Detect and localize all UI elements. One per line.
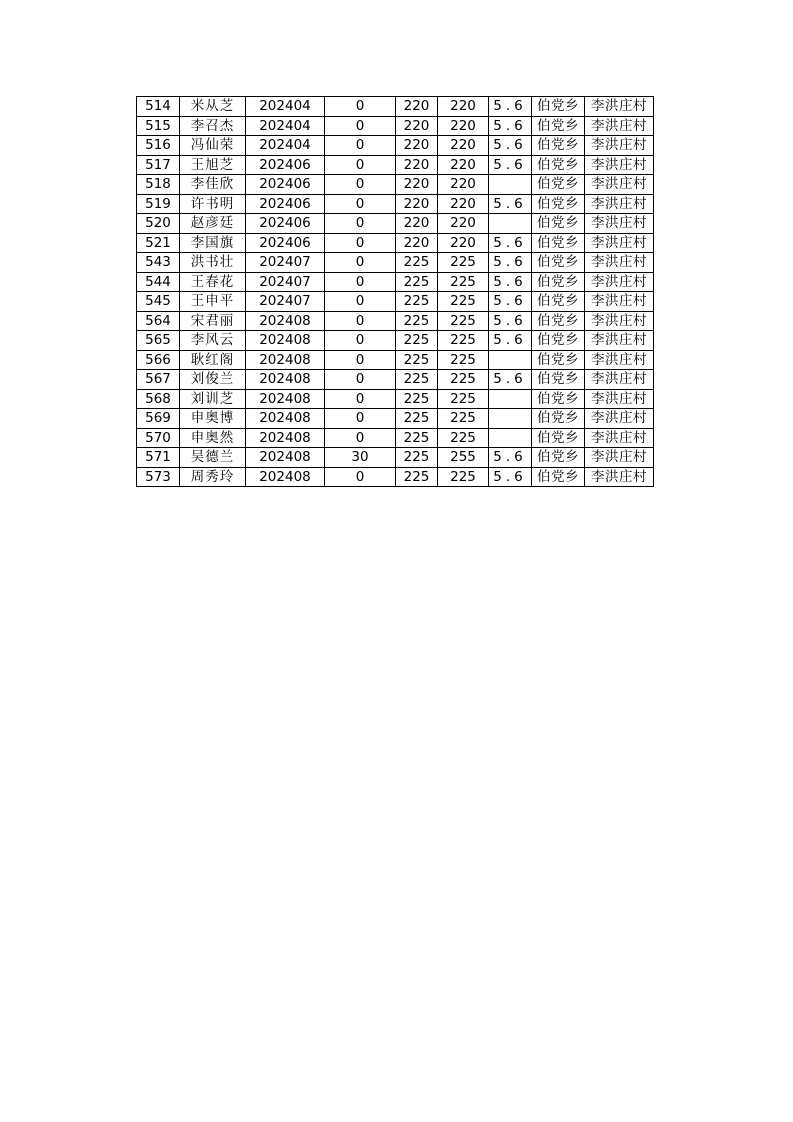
table-row bbox=[137, 331, 654, 351]
total-amount-cell: 225 bbox=[438, 311, 489, 331]
base-amount-cell: 225 bbox=[396, 292, 438, 312]
month-cell: 202406 bbox=[246, 233, 325, 253]
month-cell: 202404 bbox=[246, 97, 325, 117]
supplement-cell: 0 bbox=[325, 389, 396, 409]
supplement-cell: 0 bbox=[325, 253, 396, 273]
rate-cell: 5.6 bbox=[489, 467, 532, 487]
name-cell: 米从芝 bbox=[180, 97, 246, 117]
name-cell: 王旭芝 bbox=[180, 155, 246, 175]
rate-cell: 5.6 bbox=[489, 272, 532, 292]
name-cell: 申奥博 bbox=[180, 409, 246, 429]
record-id-cell: 544 bbox=[137, 272, 180, 292]
village-cell: 李洪庄村 bbox=[585, 253, 654, 273]
rate-cell: 5.6 bbox=[489, 331, 532, 351]
village-cell: 李洪庄村 bbox=[585, 331, 654, 351]
table-row bbox=[137, 448, 654, 468]
total-amount-cell: 220 bbox=[438, 194, 489, 214]
township-cell: 伯党乡 bbox=[532, 448, 585, 468]
village-cell: 李洪庄村 bbox=[585, 409, 654, 429]
supplement-cell: 0 bbox=[325, 292, 396, 312]
township-cell: 伯党乡 bbox=[532, 97, 585, 117]
township-cell: 伯党乡 bbox=[532, 194, 585, 214]
name-cell: 许书明 bbox=[180, 194, 246, 214]
record-id-cell: 573 bbox=[137, 467, 180, 487]
village-cell: 李洪庄村 bbox=[585, 214, 654, 234]
record-id-cell: 519 bbox=[137, 194, 180, 214]
base-amount-cell: 220 bbox=[396, 155, 438, 175]
name-cell: 宋君丽 bbox=[180, 311, 246, 331]
village-cell: 李洪庄村 bbox=[585, 467, 654, 487]
village-cell: 李洪庄村 bbox=[585, 194, 654, 214]
supplement-cell: 0 bbox=[325, 155, 396, 175]
rate-cell: 5.6 bbox=[489, 311, 532, 331]
table-row bbox=[137, 233, 654, 253]
table-row bbox=[137, 155, 654, 175]
table-row bbox=[137, 350, 654, 370]
table-row bbox=[137, 311, 654, 331]
base-amount-cell: 220 bbox=[396, 175, 438, 195]
record-id-cell: 570 bbox=[137, 428, 180, 448]
base-amount-cell: 225 bbox=[396, 409, 438, 429]
supplement-cell: 0 bbox=[325, 428, 396, 448]
name-cell: 周秀玲 bbox=[180, 467, 246, 487]
record-id-cell: 518 bbox=[137, 175, 180, 195]
township-cell: 伯党乡 bbox=[532, 370, 585, 390]
rate-cell bbox=[489, 409, 532, 429]
month-cell: 202408 bbox=[246, 370, 325, 390]
record-id-cell: 564 bbox=[137, 311, 180, 331]
name-cell: 王春花 bbox=[180, 272, 246, 292]
table-row bbox=[137, 409, 654, 429]
total-amount-cell: 220 bbox=[438, 175, 489, 195]
record-id-cell: 517 bbox=[137, 155, 180, 175]
supplement-cell: 0 bbox=[325, 331, 396, 351]
rate-cell: 5.6 bbox=[489, 155, 532, 175]
record-id-cell: 568 bbox=[137, 389, 180, 409]
table-row bbox=[137, 97, 654, 117]
township-cell: 伯党乡 bbox=[532, 116, 585, 136]
table-row bbox=[137, 467, 654, 487]
base-amount-cell: 220 bbox=[396, 116, 438, 136]
month-cell: 202408 bbox=[246, 331, 325, 351]
table-row bbox=[137, 253, 654, 273]
rate-cell: 5.6 bbox=[489, 253, 532, 273]
township-cell: 伯党乡 bbox=[532, 467, 585, 487]
supplement-cell: 0 bbox=[325, 194, 396, 214]
base-amount-cell: 225 bbox=[396, 467, 438, 487]
month-cell: 202404 bbox=[246, 136, 325, 156]
base-amount-cell: 225 bbox=[396, 389, 438, 409]
base-amount-cell: 225 bbox=[396, 428, 438, 448]
name-cell: 刘训芝 bbox=[180, 389, 246, 409]
base-amount-cell: 220 bbox=[396, 136, 438, 156]
village-cell: 李洪庄村 bbox=[585, 350, 654, 370]
month-cell: 202406 bbox=[246, 214, 325, 234]
village-cell: 李洪庄村 bbox=[585, 389, 654, 409]
supplement-cell: 0 bbox=[325, 214, 396, 234]
table-row bbox=[137, 194, 654, 214]
total-amount-cell: 255 bbox=[438, 448, 489, 468]
total-amount-cell: 225 bbox=[438, 428, 489, 448]
village-cell: 李洪庄村 bbox=[585, 272, 654, 292]
rate-cell: 5.6 bbox=[489, 116, 532, 136]
base-amount-cell: 220 bbox=[396, 214, 438, 234]
record-id-cell: 515 bbox=[137, 116, 180, 136]
village-cell: 李洪庄村 bbox=[585, 136, 654, 156]
rate-cell: 5.6 bbox=[489, 97, 532, 117]
township-cell: 伯党乡 bbox=[532, 409, 585, 429]
month-cell: 202407 bbox=[246, 272, 325, 292]
record-id-cell: 514 bbox=[137, 97, 180, 117]
record-id-cell: 543 bbox=[137, 253, 180, 273]
rate-cell bbox=[489, 428, 532, 448]
village-cell: 李洪庄村 bbox=[585, 370, 654, 390]
village-cell: 李洪庄村 bbox=[585, 97, 654, 117]
village-cell: 李洪庄村 bbox=[585, 155, 654, 175]
township-cell: 伯党乡 bbox=[532, 428, 585, 448]
base-amount-cell: 225 bbox=[396, 448, 438, 468]
base-amount-cell: 225 bbox=[396, 253, 438, 273]
rate-cell: 5.6 bbox=[489, 448, 532, 468]
village-cell: 李洪庄村 bbox=[585, 448, 654, 468]
supplement-cell: 0 bbox=[325, 233, 396, 253]
records-body bbox=[137, 97, 654, 487]
township-cell: 伯党乡 bbox=[532, 389, 585, 409]
total-amount-cell: 225 bbox=[438, 292, 489, 312]
rate-cell: 5.6 bbox=[489, 194, 532, 214]
rate-cell: 5.6 bbox=[489, 370, 532, 390]
total-amount-cell: 220 bbox=[438, 116, 489, 136]
base-amount-cell: 220 bbox=[396, 233, 438, 253]
rate-cell: 5.6 bbox=[489, 233, 532, 253]
record-id-cell: 569 bbox=[137, 409, 180, 429]
supplement-cell: 0 bbox=[325, 311, 396, 331]
month-cell: 202408 bbox=[246, 389, 325, 409]
month-cell: 202406 bbox=[246, 155, 325, 175]
township-cell: 伯党乡 bbox=[532, 311, 585, 331]
table-row bbox=[137, 292, 654, 312]
table-row bbox=[137, 428, 654, 448]
township-cell: 伯党乡 bbox=[532, 155, 585, 175]
base-amount-cell: 225 bbox=[396, 370, 438, 390]
township-cell: 伯党乡 bbox=[532, 292, 585, 312]
township-cell: 伯党乡 bbox=[532, 233, 585, 253]
record-id-cell: 520 bbox=[137, 214, 180, 234]
name-cell: 李召杰 bbox=[180, 116, 246, 136]
month-cell: 202408 bbox=[246, 409, 325, 429]
name-cell: 李国旗 bbox=[180, 233, 246, 253]
total-amount-cell: 225 bbox=[438, 350, 489, 370]
month-cell: 202408 bbox=[246, 448, 325, 468]
township-cell: 伯党乡 bbox=[532, 136, 585, 156]
name-cell: 吴德兰 bbox=[180, 448, 246, 468]
table-row bbox=[137, 175, 654, 195]
month-cell: 202406 bbox=[246, 194, 325, 214]
base-amount-cell: 225 bbox=[396, 331, 438, 351]
name-cell: 王申平 bbox=[180, 292, 246, 312]
supplement-cell: 0 bbox=[325, 116, 396, 136]
base-amount-cell: 225 bbox=[396, 272, 438, 292]
village-cell: 李洪庄村 bbox=[585, 116, 654, 136]
supplement-cell: 30 bbox=[325, 448, 396, 468]
records-table bbox=[136, 96, 654, 487]
record-id-cell: 545 bbox=[137, 292, 180, 312]
township-cell: 伯党乡 bbox=[532, 331, 585, 351]
total-amount-cell: 225 bbox=[438, 331, 489, 351]
township-cell: 伯党乡 bbox=[532, 214, 585, 234]
record-id-cell: 567 bbox=[137, 370, 180, 390]
township-cell: 伯党乡 bbox=[532, 350, 585, 370]
table-row bbox=[137, 214, 654, 234]
table-row bbox=[137, 272, 654, 292]
month-cell: 202408 bbox=[246, 467, 325, 487]
total-amount-cell: 225 bbox=[438, 370, 489, 390]
rate-cell bbox=[489, 214, 532, 234]
table-row bbox=[137, 370, 654, 390]
base-amount-cell: 220 bbox=[396, 194, 438, 214]
record-id-cell: 566 bbox=[137, 350, 180, 370]
total-amount-cell: 225 bbox=[438, 272, 489, 292]
table-row bbox=[137, 389, 654, 409]
month-cell: 202408 bbox=[246, 311, 325, 331]
month-cell: 202407 bbox=[246, 253, 325, 273]
township-cell: 伯党乡 bbox=[532, 272, 585, 292]
name-cell: 耿红阁 bbox=[180, 350, 246, 370]
rate-cell bbox=[489, 175, 532, 195]
total-amount-cell: 225 bbox=[438, 253, 489, 273]
rate-cell bbox=[489, 350, 532, 370]
name-cell: 李风云 bbox=[180, 331, 246, 351]
rate-cell bbox=[489, 389, 532, 409]
total-amount-cell: 225 bbox=[438, 409, 489, 429]
township-cell: 伯党乡 bbox=[532, 253, 585, 273]
record-id-cell: 521 bbox=[137, 233, 180, 253]
supplement-cell: 0 bbox=[325, 467, 396, 487]
base-amount-cell: 220 bbox=[396, 97, 438, 117]
supplement-cell: 0 bbox=[325, 370, 396, 390]
village-cell: 李洪庄村 bbox=[585, 311, 654, 331]
rate-cell: 5.6 bbox=[489, 292, 532, 312]
month-cell: 202404 bbox=[246, 116, 325, 136]
rate-cell: 5.6 bbox=[489, 136, 532, 156]
village-cell: 李洪庄村 bbox=[585, 428, 654, 448]
record-id-cell: 516 bbox=[137, 136, 180, 156]
supplement-cell: 0 bbox=[325, 175, 396, 195]
record-id-cell: 565 bbox=[137, 331, 180, 351]
total-amount-cell: 220 bbox=[438, 97, 489, 117]
record-id-cell: 571 bbox=[137, 448, 180, 468]
supplement-cell: 0 bbox=[325, 272, 396, 292]
village-cell: 李洪庄村 bbox=[585, 292, 654, 312]
total-amount-cell: 220 bbox=[438, 233, 489, 253]
total-amount-cell: 225 bbox=[438, 467, 489, 487]
name-cell: 洪书壮 bbox=[180, 253, 246, 273]
name-cell: 李佳欣 bbox=[180, 175, 246, 195]
table-row bbox=[137, 116, 654, 136]
supplement-cell: 0 bbox=[325, 409, 396, 429]
month-cell: 202407 bbox=[246, 292, 325, 312]
name-cell: 冯仙荣 bbox=[180, 136, 246, 156]
total-amount-cell: 220 bbox=[438, 155, 489, 175]
month-cell: 202406 bbox=[246, 175, 325, 195]
name-cell: 赵彦廷 bbox=[180, 214, 246, 234]
name-cell: 申奥然 bbox=[180, 428, 246, 448]
village-cell: 李洪庄村 bbox=[585, 175, 654, 195]
month-cell: 202408 bbox=[246, 428, 325, 448]
total-amount-cell: 220 bbox=[438, 136, 489, 156]
total-amount-cell: 225 bbox=[438, 389, 489, 409]
base-amount-cell: 225 bbox=[396, 311, 438, 331]
table-row bbox=[137, 136, 654, 156]
month-cell: 202408 bbox=[246, 350, 325, 370]
total-amount-cell: 220 bbox=[438, 214, 489, 234]
supplement-cell: 0 bbox=[325, 136, 396, 156]
supplement-cell: 0 bbox=[325, 97, 396, 117]
supplement-cell: 0 bbox=[325, 350, 396, 370]
name-cell: 刘俊兰 bbox=[180, 370, 246, 390]
village-cell: 李洪庄村 bbox=[585, 233, 654, 253]
township-cell: 伯党乡 bbox=[532, 175, 585, 195]
base-amount-cell: 225 bbox=[396, 350, 438, 370]
